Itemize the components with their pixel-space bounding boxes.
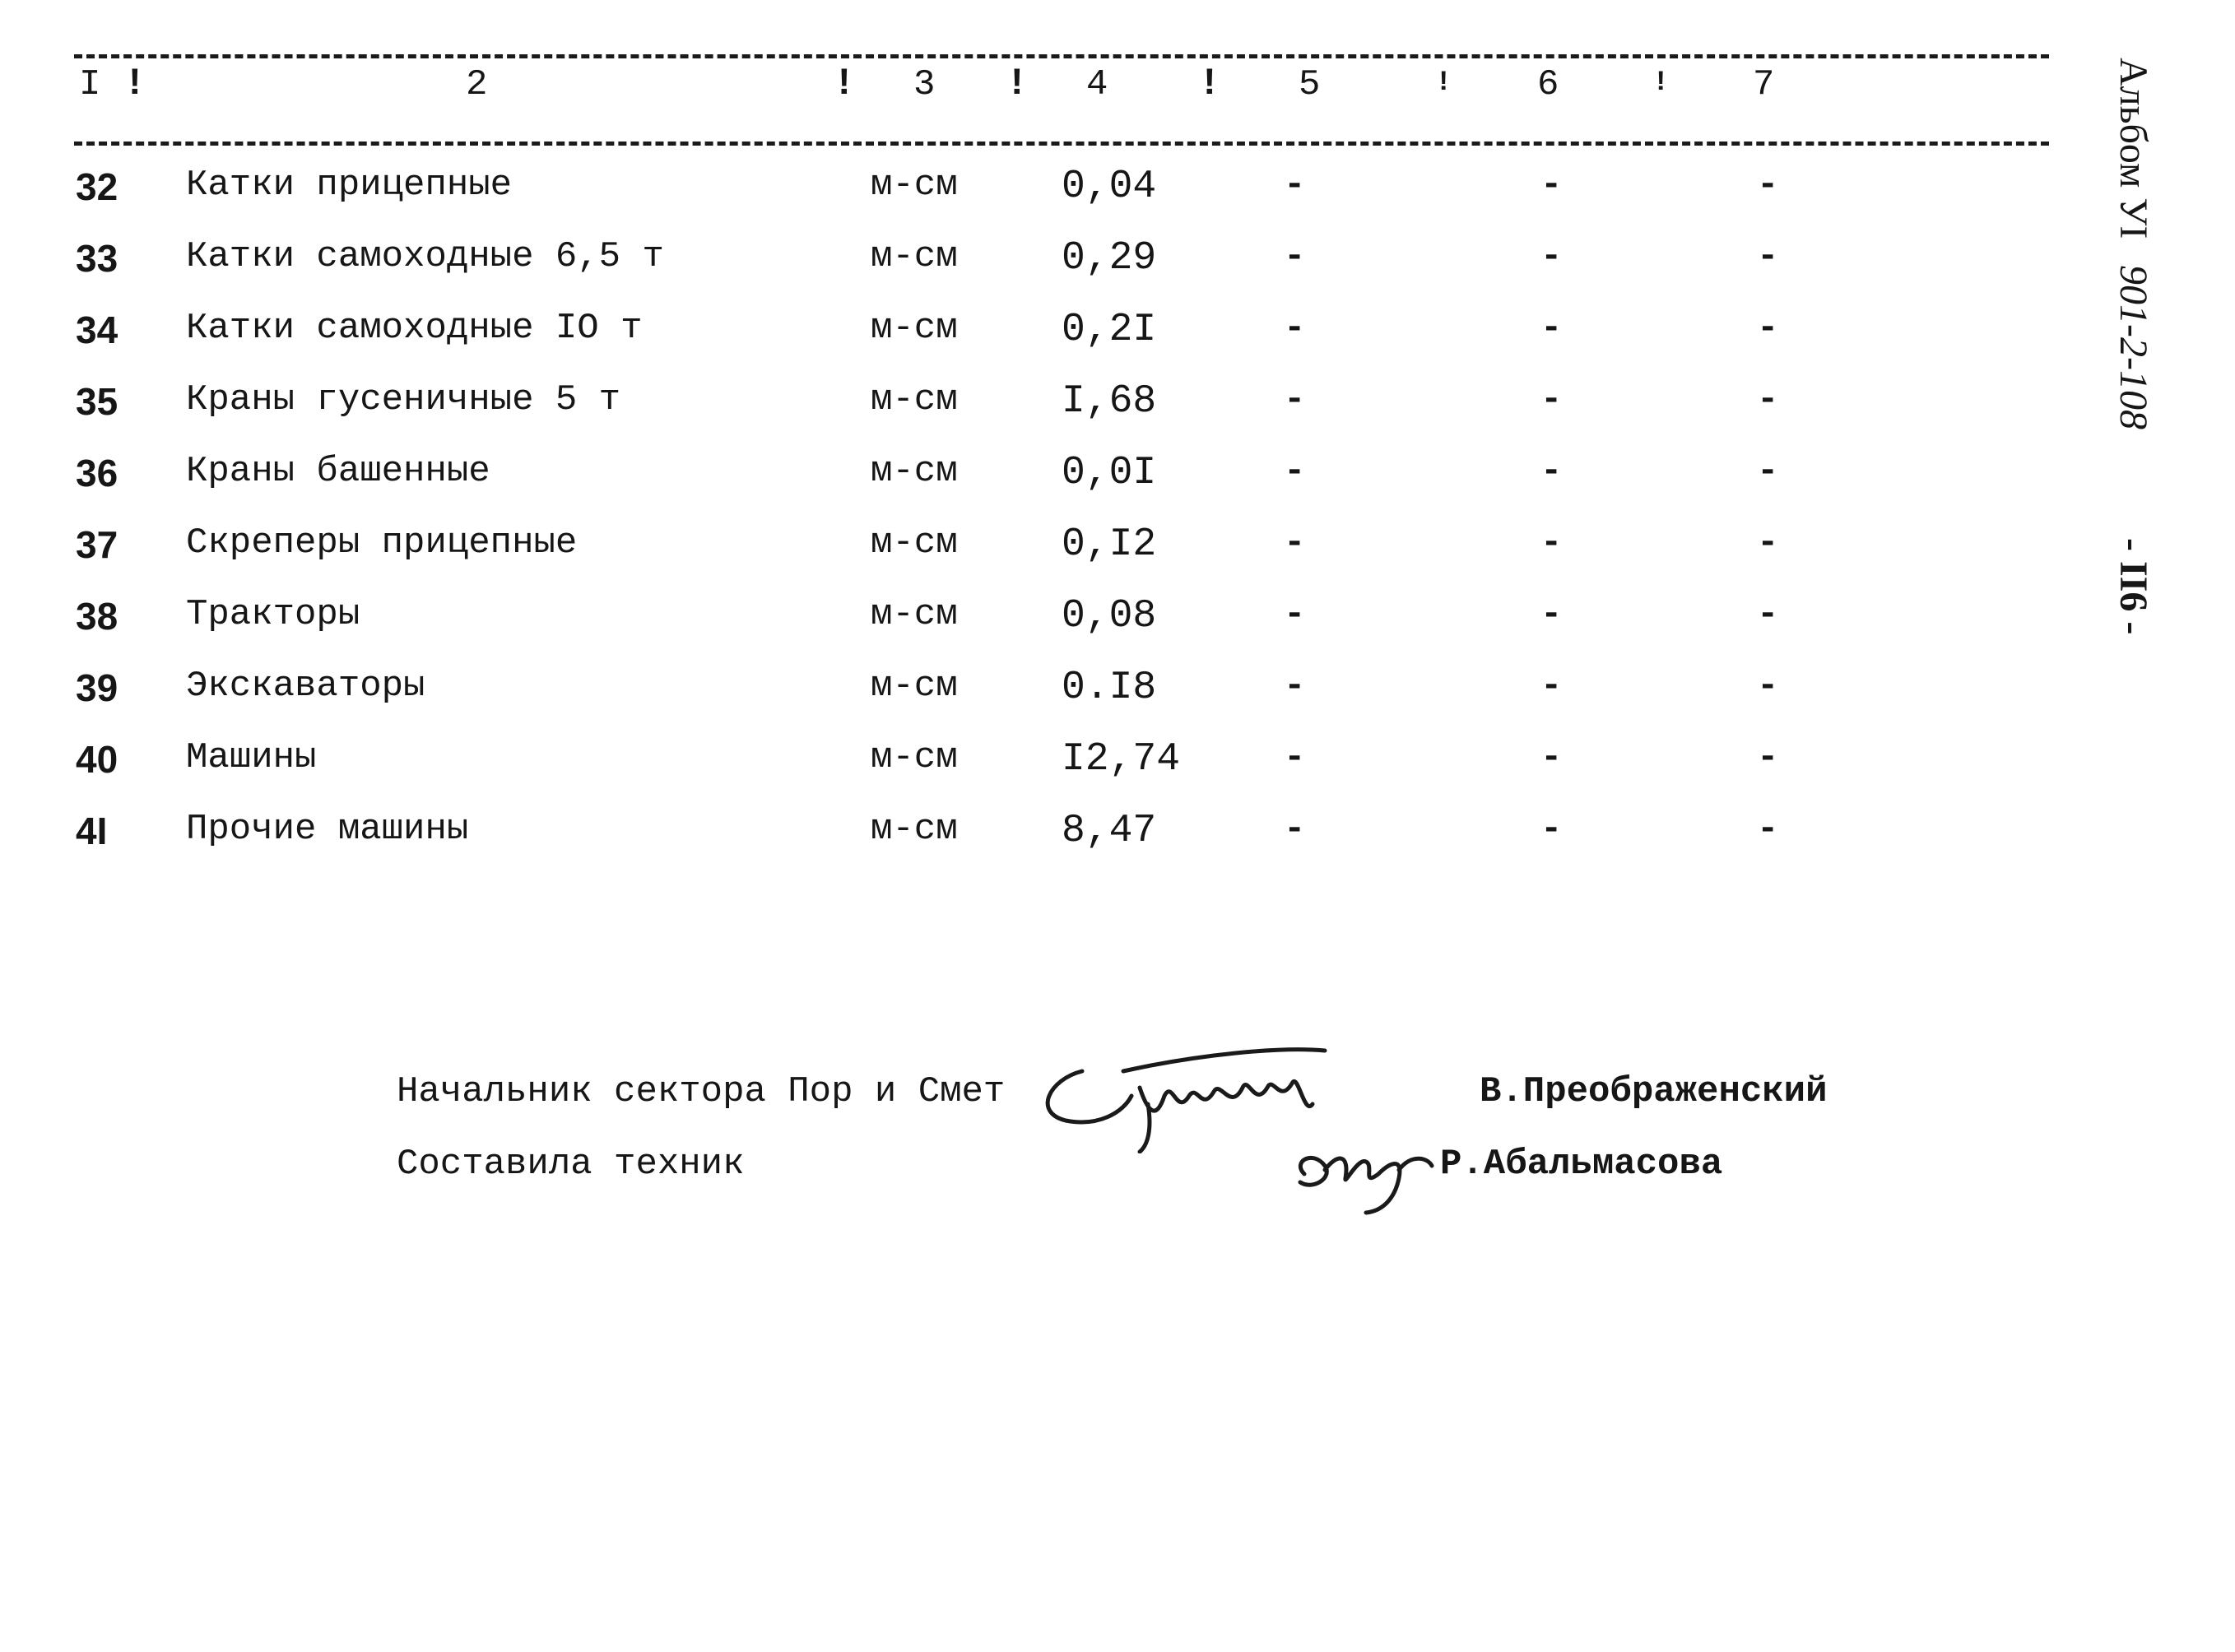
table-row <box>0 165 2057 236</box>
row-col6: - <box>1540 379 1563 420</box>
row-number: 35 <box>76 380 118 423</box>
table-row <box>0 522 2057 594</box>
row-unit: м-см <box>871 236 958 277</box>
row-quantity: I,68 <box>1062 379 1157 424</box>
table-row <box>0 379 2057 451</box>
col-separator: ! <box>1652 67 1670 99</box>
col-header-5: 5 <box>1299 64 1321 105</box>
row-unit: м-см <box>871 594 958 635</box>
row-col6: - <box>1540 165 1563 206</box>
row-col7: - <box>1757 308 1779 349</box>
row-quantity: I2,74 <box>1062 737 1181 782</box>
row-unit: м-см <box>871 809 958 850</box>
col-separator: ! <box>1006 63 1029 105</box>
row-col6: - <box>1540 737 1563 778</box>
row-number: 38 <box>76 595 118 638</box>
col-header-1: I <box>79 64 101 105</box>
row-col7: - <box>1757 809 1779 850</box>
row-quantity: 0,I2 <box>1062 522 1157 567</box>
row-col7: - <box>1757 666 1779 707</box>
row-number: 4I <box>76 810 108 852</box>
col-header-2: 2 <box>466 64 488 105</box>
row-unit: м-см <box>871 308 958 349</box>
row-quantity: 0,08 <box>1062 594 1157 638</box>
table-header <box>0 64 2057 122</box>
row-name: Экскаваторы <box>186 666 425 707</box>
col-separator: ! <box>123 63 146 105</box>
row-number: 33 <box>76 237 118 280</box>
row-quantity: 0,0I <box>1062 451 1157 495</box>
compiler-name: Р.Абальмасова <box>1440 1144 1723 1185</box>
table-row <box>0 236 2057 308</box>
row-name: Прочие машины <box>186 809 469 850</box>
row-col6: - <box>1540 522 1563 564</box>
row-col6: - <box>1540 594 1563 635</box>
row-quantity: 0.I8 <box>1062 666 1157 710</box>
row-unit: м-см <box>871 379 958 420</box>
row-name: Краны башенные <box>186 451 490 492</box>
row-name: Катки прицепные <box>186 165 513 206</box>
row-quantity: 0,04 <box>1062 165 1157 209</box>
side-annotation <box>2111 58 2209 847</box>
row-col7: - <box>1757 165 1779 206</box>
row-col6: - <box>1540 451 1563 492</box>
table-row <box>0 809 2057 880</box>
row-name: Скреперы прицепные <box>186 522 578 564</box>
row-col5: - <box>1284 737 1306 778</box>
row-col7: - <box>1757 451 1779 492</box>
row-col7: - <box>1757 594 1779 635</box>
row-unit: м-см <box>871 451 958 492</box>
row-col7: - <box>1757 379 1779 420</box>
chief-signature-image <box>1033 1038 1329 1153</box>
album-label: Альбом УI <box>2112 58 2155 239</box>
row-name: Краны гусеничные 5 т <box>186 379 621 420</box>
table-row <box>0 737 2057 809</box>
col-separator: ! <box>833 63 856 105</box>
col-header-4: 4 <box>1086 64 1108 105</box>
chief-title: Начальник сектора Пор и Смет <box>397 1071 1006 1112</box>
row-name: Машины <box>186 737 317 778</box>
row-col6: - <box>1540 308 1563 349</box>
compiler-signature-image <box>1288 1129 1444 1219</box>
row-number: 32 <box>76 165 118 208</box>
col-header-3: 3 <box>913 64 936 105</box>
page-number: - II6 - <box>2112 538 2155 635</box>
col-separator: ! <box>1435 67 1452 99</box>
row-number: 36 <box>76 452 118 494</box>
row-col5: - <box>1284 522 1306 564</box>
col-header-6: 6 <box>1537 64 1559 105</box>
row-number: 39 <box>76 666 118 709</box>
row-col7: - <box>1757 236 1779 277</box>
row-col7: - <box>1757 522 1779 564</box>
row-number: 40 <box>76 738 118 781</box>
header-bottom-rule <box>74 142 2049 146</box>
row-quantity: 0,29 <box>1062 236 1157 281</box>
row-unit: м-см <box>871 165 958 206</box>
compiler-title: Составила техник <box>397 1144 745 1185</box>
project-code: 901-2-108 <box>2112 265 2155 430</box>
row-name: Катки самоходные 6,5 т <box>186 236 664 277</box>
row-number: 37 <box>76 523 118 566</box>
table-row <box>0 451 2057 522</box>
row-col5: - <box>1284 308 1306 349</box>
row-name: Катки самоходные IO т <box>186 308 643 349</box>
table-row <box>0 666 2057 737</box>
row-col6: - <box>1540 809 1563 850</box>
row-unit: м-см <box>871 737 958 778</box>
row-col6: - <box>1540 236 1563 277</box>
col-header-7: 7 <box>1753 64 1775 105</box>
row-col5: - <box>1284 809 1306 850</box>
row-col6: - <box>1540 666 1563 707</box>
table-row <box>0 308 2057 379</box>
row-col5: - <box>1284 594 1306 635</box>
row-col5: - <box>1284 165 1306 206</box>
row-col5: - <box>1284 666 1306 707</box>
row-number: 34 <box>76 309 118 351</box>
row-col5: - <box>1284 236 1306 277</box>
row-col5: - <box>1284 379 1306 420</box>
row-col7: - <box>1757 737 1779 778</box>
row-unit: м-см <box>871 522 958 564</box>
row-name: Тракторы <box>186 594 360 635</box>
col-separator: ! <box>1198 63 1221 105</box>
chief-name: В.Преображенский <box>1480 1071 1828 1112</box>
header-top-rule <box>74 54 2049 58</box>
row-col5: - <box>1284 451 1306 492</box>
row-unit: м-см <box>871 666 958 707</box>
row-quantity: 0,2I <box>1062 308 1157 352</box>
row-quantity: 8,47 <box>1062 809 1157 853</box>
table-row <box>0 594 2057 666</box>
